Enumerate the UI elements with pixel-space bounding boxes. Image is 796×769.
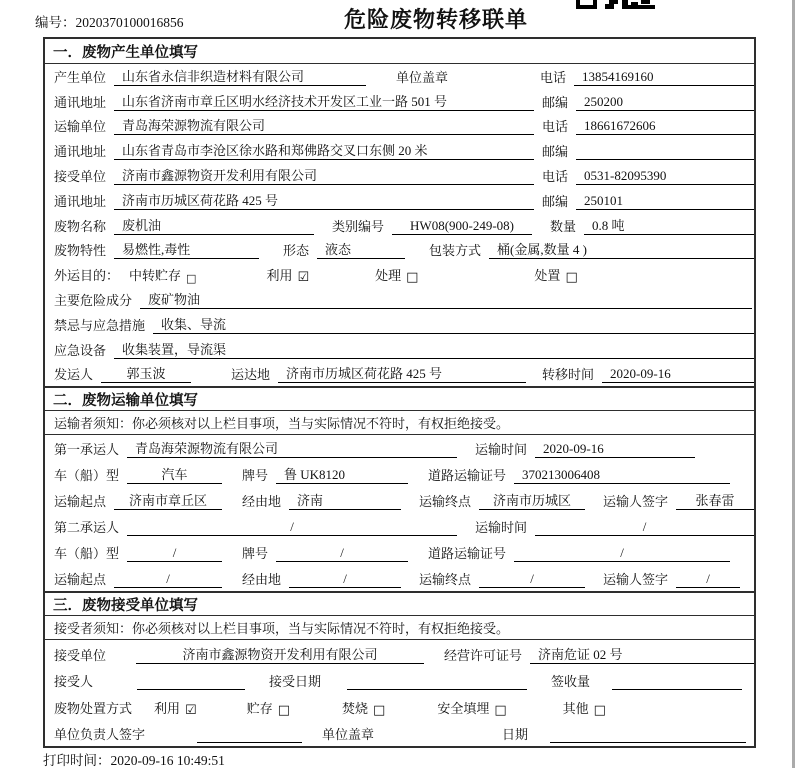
phone-label: 电话 xyxy=(542,168,569,184)
receiving-unit-label: 接受单位 xyxy=(54,647,107,663)
responsible-signature-label: 单位负责人签字 xyxy=(54,727,146,743)
form-state-label: 形态 xyxy=(283,243,310,259)
destination-label: 运达地 xyxy=(231,367,271,383)
transport-unit-label: 运输单位 xyxy=(54,119,107,135)
print-time-label: 打印时间： xyxy=(43,753,111,768)
transfer-time-label: 转移时间 xyxy=(542,367,595,383)
packaging-value: 桶(金属,数量 4 ) xyxy=(489,239,754,259)
row-hazard-components xyxy=(45,287,754,312)
section1-heading: 一．废物产生单位填写 xyxy=(45,39,754,64)
checkbox-icon: □ xyxy=(277,702,290,718)
first-carrier-value: 青岛海荣源物流有限公司 xyxy=(127,438,457,458)
phone-value: 0531-82095390 xyxy=(576,168,754,185)
row-waste-name xyxy=(45,213,754,238)
checkbox-checked-icon: ☑ xyxy=(185,702,197,718)
phone-value: 18661672606 xyxy=(576,118,754,135)
checkbox-transfer-storage xyxy=(129,265,196,284)
checkbox-incinerate xyxy=(342,698,385,717)
zip-label: 邮编 xyxy=(542,144,569,160)
checkbox-icon: □ xyxy=(565,270,578,286)
section-receiver xyxy=(45,591,754,746)
hazard-components-label: 主要危险成分 xyxy=(54,292,133,308)
transport-time-label: 运输时间 xyxy=(475,520,528,536)
section3-heading: 三．废物接受单位填写 xyxy=(45,593,754,616)
checkbox-icon: □ xyxy=(186,272,197,286)
checkbox-treat xyxy=(375,265,418,284)
packaging-label: 包装方式 xyxy=(429,243,482,259)
address-value: 山东省青岛市李沧区徐水路和郑佛路交叉口东侧 20 米 xyxy=(114,140,534,160)
checkbox-label: 处理 xyxy=(375,268,402,284)
carrier-signature-value: / xyxy=(676,571,740,588)
address-value: 山东省济南市章丘区明水经济技术开发区工业一路 501 号 xyxy=(114,91,534,111)
route-origin-label: 运输起点 xyxy=(54,572,107,588)
shipper-value: 郭玉波 xyxy=(101,363,191,383)
row-outbound-purpose xyxy=(45,262,754,287)
row-transport-route xyxy=(45,487,754,513)
route-via-value: / xyxy=(289,571,401,588)
vehicle-type-value: / xyxy=(127,545,222,562)
checkbox-label: 贮存 xyxy=(246,700,273,716)
transport-time-value: / xyxy=(535,519,754,536)
road-permit-label: 道路运输证号 xyxy=(428,546,507,562)
checkbox-label: 其他 xyxy=(562,700,589,716)
transporter-notice: 运输者须知：你必须核对以上栏目事项，当与实际情况不符时，有权拒绝接受。 xyxy=(45,411,754,435)
zip-value: 250200 xyxy=(576,94,754,111)
qr-code-fragment-icon xyxy=(575,0,655,9)
checkbox-label: 利用 xyxy=(154,700,181,716)
checkbox-label: 处置 xyxy=(534,268,561,284)
receiver-notice: 接受者须知：你必须核对以上栏目事项，当与实际情况不符时，有权拒绝接受。 xyxy=(45,616,754,640)
plate-number-label: 牌号 xyxy=(242,468,269,484)
producer-unit-value: 山东省永信非织造材料有限公司 xyxy=(114,66,366,86)
route-end-label: 运输终点 xyxy=(419,494,472,510)
route-origin-value: / xyxy=(114,571,222,588)
checkbox-other xyxy=(563,698,606,717)
row-shipper xyxy=(45,362,754,387)
emergency-equipment-value: 收集装置，导流渠 xyxy=(114,339,754,359)
road-permit-label: 道路运输证号 xyxy=(428,468,507,484)
row-producer-address xyxy=(45,89,754,114)
row-responsible-signature xyxy=(45,720,754,747)
zip-value: 250101 xyxy=(576,193,754,210)
zip-label: 邮编 xyxy=(542,193,569,209)
shipper-label: 发运人 xyxy=(54,367,94,383)
unit-seal-label: 单位盖章 xyxy=(322,727,375,743)
checkbox-icon: □ xyxy=(593,702,606,718)
checkbox-label: 利用 xyxy=(266,268,293,284)
received-quantity-label: 签收量 xyxy=(551,674,591,690)
waste-traits-label: 废物特性 xyxy=(54,243,107,259)
carrier-signature-value: 张春雷 xyxy=(676,490,754,510)
checkbox-icon: □ xyxy=(373,702,386,718)
checkbox-icon: □ xyxy=(406,270,419,286)
receive-date-label: 接受日期 xyxy=(269,674,322,690)
route-end-value: 济南市历城区 xyxy=(479,490,585,510)
address-label: 通讯地址 xyxy=(54,94,107,110)
road-permit-value: / xyxy=(514,545,730,562)
row-producer-unit xyxy=(45,64,754,89)
first-carrier-label: 第一承运人 xyxy=(54,442,120,458)
row-receiver-address xyxy=(45,188,754,213)
serial-line xyxy=(35,11,184,31)
address-label: 通讯地址 xyxy=(54,144,107,160)
outbound-purpose-label: 外运目的： xyxy=(54,268,120,284)
row-transport-route-2 xyxy=(45,565,754,591)
route-via-label: 经由地 xyxy=(242,494,282,510)
address-label: 通讯地址 xyxy=(54,193,107,209)
waste-name-value: 废机油 xyxy=(114,215,314,235)
zip-label: 邮编 xyxy=(542,94,569,110)
row-vehicle-type xyxy=(45,461,754,487)
row-emergency-measures xyxy=(45,312,754,337)
license-number-label: 经营许可证号 xyxy=(444,647,523,663)
quantity-label: 数量 xyxy=(550,218,577,234)
emergency-equipment-label: 应急设备 xyxy=(54,342,107,358)
disposal-method-label: 废物处置方式 xyxy=(54,700,133,716)
route-end-value: / xyxy=(479,571,585,588)
route-via-label: 经由地 xyxy=(242,572,282,588)
license-number-value: 济南危证 02 号 xyxy=(530,644,754,664)
receiver-unit-label: 接受单位 xyxy=(54,168,107,184)
checkbox-utilize xyxy=(266,265,309,284)
second-carrier-value: / xyxy=(127,519,457,536)
row-transport-address xyxy=(45,138,754,163)
row-first-carrier xyxy=(45,435,754,461)
checkbox-checked-icon: ☑ xyxy=(297,270,310,286)
vehicle-type-value: 汽车 xyxy=(127,464,222,484)
row-receiver-person xyxy=(45,667,754,694)
manifest-form xyxy=(43,37,756,748)
transport-time-value: 2020-09-16 xyxy=(535,441,695,458)
checkbox-label: 焚烧 xyxy=(342,700,369,716)
date-value xyxy=(550,742,746,743)
checkbox-label: 安全填埋 xyxy=(437,700,490,716)
receiver-person-label: 接受人 xyxy=(54,674,94,690)
vehicle-type-label: 车（船）型 xyxy=(54,468,120,484)
receiver-person-value xyxy=(137,689,245,690)
route-origin-label: 运输起点 xyxy=(54,494,107,510)
plate-number-label: 牌号 xyxy=(242,546,269,562)
phone-label: 电话 xyxy=(542,119,569,135)
transport-unit-value: 青岛海荣源物流有限公司 xyxy=(114,115,534,135)
destination-value: 济南市历城区荷花路 425 号 xyxy=(278,363,526,383)
transfer-time-value: 2020-09-16 xyxy=(602,366,754,383)
row-receiver-unit xyxy=(45,163,754,188)
route-origin-value: 济南市章丘区 xyxy=(114,490,222,510)
form-state-value: 液态 xyxy=(317,239,405,259)
print-time-line xyxy=(43,749,225,769)
waste-name-label: 废物名称 xyxy=(54,218,107,234)
checkbox-icon: □ xyxy=(494,702,507,718)
second-carrier-label: 第二承运人 xyxy=(54,520,120,536)
receiving-unit-value: 济南市鑫源物资开发利用有限公司 xyxy=(136,644,424,664)
received-quantity-value xyxy=(612,689,742,690)
category-code-value: HW08(900-249-08) xyxy=(392,218,532,235)
print-time-value: 2020-09-16 10:49:51 xyxy=(110,753,225,768)
row-waste-traits xyxy=(45,238,754,263)
row-vehicle-type-2 xyxy=(45,539,754,565)
waste-traits-value: 易燃性,毒性 xyxy=(114,239,259,259)
row-receiving-unit xyxy=(45,640,754,667)
emergency-measures-value: 收集、导流 xyxy=(153,314,754,334)
date-label: 日期 xyxy=(502,727,529,743)
checkbox-dispose xyxy=(534,265,577,284)
serial-label: 编号： xyxy=(35,15,76,30)
vehicle-type-label: 车（船）型 xyxy=(54,546,120,562)
row-disposal-method xyxy=(45,693,754,720)
checkbox-safe-landfill xyxy=(437,698,506,717)
carrier-signature-label: 运输人签字 xyxy=(603,572,669,588)
hazard-components-value: 废矿物油 xyxy=(140,289,752,309)
route-via-value: 济南 xyxy=(289,490,401,510)
carrier-signature-label: 运输人签字 xyxy=(603,494,669,510)
checkbox-utilize xyxy=(154,698,197,717)
phone-value: 13854169160 xyxy=(574,69,754,86)
route-end-label: 运输终点 xyxy=(419,572,472,588)
responsible-signature-value xyxy=(197,742,302,743)
transport-time-label: 运输时间 xyxy=(475,442,528,458)
plate-number-value: 鲁 UK8120 xyxy=(276,464,408,484)
page-title: 危险废物转移联单 xyxy=(343,7,529,32)
emergency-measures-label: 禁忌与应急措施 xyxy=(54,317,146,333)
zip-value xyxy=(576,159,754,160)
phone-label: 电话 xyxy=(539,69,566,85)
plate-number-value: / xyxy=(276,545,408,562)
address-value: 济南市历城区荷花路 425 号 xyxy=(114,190,534,210)
section2-heading: 二．废物运输单位填写 xyxy=(45,388,754,411)
receive-date-value xyxy=(347,689,527,690)
row-transport-unit xyxy=(45,114,754,139)
serial-number: 2020370100016856 xyxy=(75,15,184,30)
checkbox-store xyxy=(247,698,290,717)
row-emergency-equipment xyxy=(45,337,754,362)
quantity-value: 0.8 吨 xyxy=(584,215,754,235)
page-edge xyxy=(792,0,795,768)
row-second-carrier xyxy=(45,513,754,539)
section-transporter xyxy=(45,386,754,591)
receiver-unit-value: 济南市鑫源物资开发利用有限公司 xyxy=(114,165,534,185)
section-producer xyxy=(45,39,754,386)
road-permit-value: 370213006408 xyxy=(514,467,730,484)
category-code-label: 类别编号 xyxy=(332,218,385,234)
producer-unit-label: 产生单位 xyxy=(54,69,107,85)
unit-seal-label: 单位盖章 xyxy=(396,69,449,85)
checkbox-label: 中转贮存 xyxy=(129,268,182,284)
